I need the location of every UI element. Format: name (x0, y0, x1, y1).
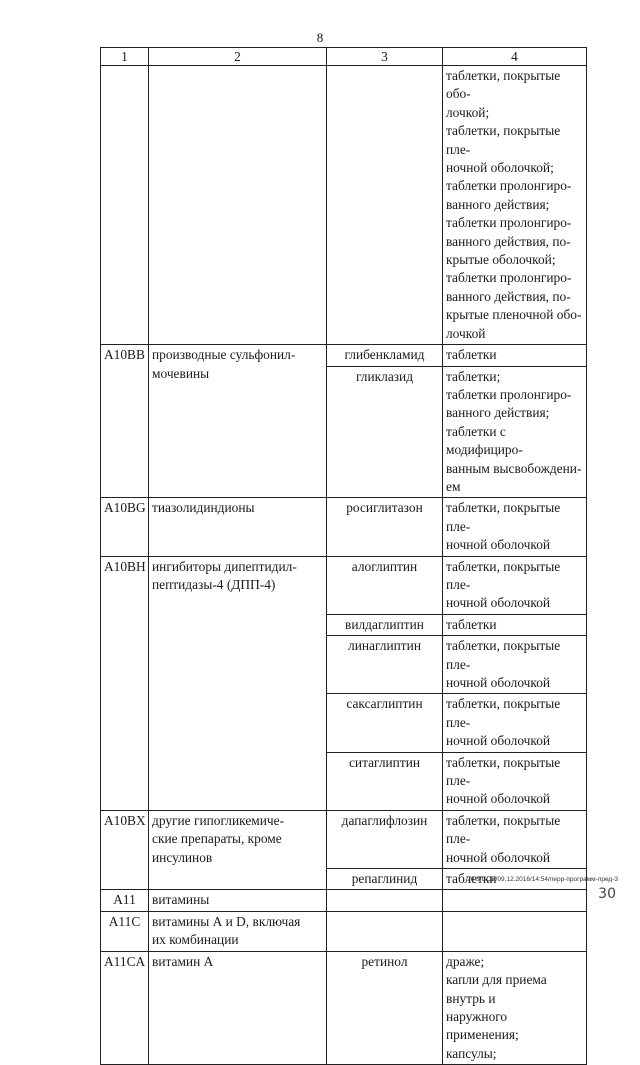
dosage-form-cell: таблетки (443, 614, 587, 635)
atc-code-cell: A11C (101, 911, 149, 951)
dosage-form-cell: таблетки, покрытые пле- ночной оболочкой (443, 810, 587, 868)
dosage-form-cell: таблетки, покрытые пле- ночной оболочкой (443, 636, 587, 694)
table-row (101, 345, 587, 366)
atc-code-cell: A10BG (101, 498, 149, 556)
column-header: 2 (149, 48, 327, 66)
dosage-form-cell: таблетки; таблетки пролонгиро- ванного действия; таблетки с модифициро- ванным высвобождени- ем (443, 366, 587, 498)
table-row (101, 951, 587, 1064)
dosage-form-cell: таблетки, покрытые пле- ночной оболочкой (443, 556, 587, 614)
table-row (101, 66, 587, 345)
drug-name-cell (327, 911, 443, 951)
group-cell: витамины А и D, включая их комбинации (149, 911, 327, 951)
drug-name-cell: ретинол (327, 951, 443, 1064)
table-row (101, 498, 587, 556)
drug-name-cell: глибенкламид (327, 345, 443, 366)
table-row (101, 911, 587, 951)
drug-name-cell: ситаглиптин (327, 752, 443, 810)
handwritten-page-number: 30 (598, 886, 616, 902)
drug-list-table (100, 47, 587, 1065)
group-cell: другие гипогликемиче- ские препараты, кроме инсулинов (149, 810, 327, 890)
drug-name-cell: саксаглиптин (327, 694, 443, 752)
dosage-form-cell: драже; капли для приема внутрь и наружного применения; капсулы; (443, 951, 587, 1064)
table-header-row (101, 48, 587, 66)
table-row (101, 810, 587, 868)
dosage-form-cell: таблетки, покрытые пле- ночной оболочкой (443, 498, 587, 556)
group-cell: витамины (149, 890, 327, 911)
atc-code-cell (101, 66, 149, 345)
group-cell: производные сульфонил- мочевины (149, 345, 327, 498)
group-cell (149, 66, 327, 345)
drug-name-cell: гликлазид (327, 366, 443, 498)
drug-name-cell: вилдаглиптин (327, 614, 443, 635)
group-cell: витамин А (149, 951, 327, 1064)
dosage-form-cell: таблетки, покрытые обо- лочкой; таблетки, покрытые пле- ночной оболочкой; таблетки пролонгиро- ванного действия; таблетки пролонгиро- ванного действия, по- крытые оболочкой; таблетки пролонгиро- ванного действия, по- крытые пленочной обо- лочкой (443, 66, 587, 345)
document-reference: 20.3/COB/09.12.2016/14:54/перр-программ-пред-3 (467, 876, 618, 883)
drug-name-cell: репаглинид (327, 869, 443, 890)
drug-name-cell: линаглиптин (327, 636, 443, 694)
dosage-form-cell: таблетки (443, 345, 587, 366)
group-cell: тиазолидиндионы (149, 498, 327, 556)
table-row (101, 890, 587, 911)
dosage-form-cell: таблетки, покрытые пле- ночной оболочкой (443, 752, 587, 810)
table-row (101, 556, 587, 614)
atc-code-cell: A10BX (101, 810, 149, 890)
dosage-form-cell: таблетки, покрытые пле- ночной оболочкой (443, 694, 587, 752)
column-header: 4 (443, 48, 587, 66)
group-cell: ингибиторы дипептидил- пептидазы-4 (ДПП-4) (149, 556, 327, 810)
column-header: 3 (327, 48, 443, 66)
atc-code-cell: A10BH (101, 556, 149, 810)
dosage-form-cell: таблетки (443, 869, 587, 890)
drug-name-cell: алоглиптин (327, 556, 443, 614)
dosage-form-cell (443, 911, 587, 951)
drug-name-cell: дапаглифлозин (327, 810, 443, 868)
atc-code-cell: A11 (101, 890, 149, 911)
column-header: 1 (101, 48, 149, 66)
page-number: 8 (316, 30, 324, 45)
drug-name-cell (327, 66, 443, 345)
drug-name-cell (327, 890, 443, 911)
atc-code-cell: A10BB (101, 345, 149, 498)
drug-name-cell: росиглитазон (327, 498, 443, 556)
atc-code-cell: A11CA (101, 951, 149, 1064)
dosage-form-cell (443, 890, 587, 911)
